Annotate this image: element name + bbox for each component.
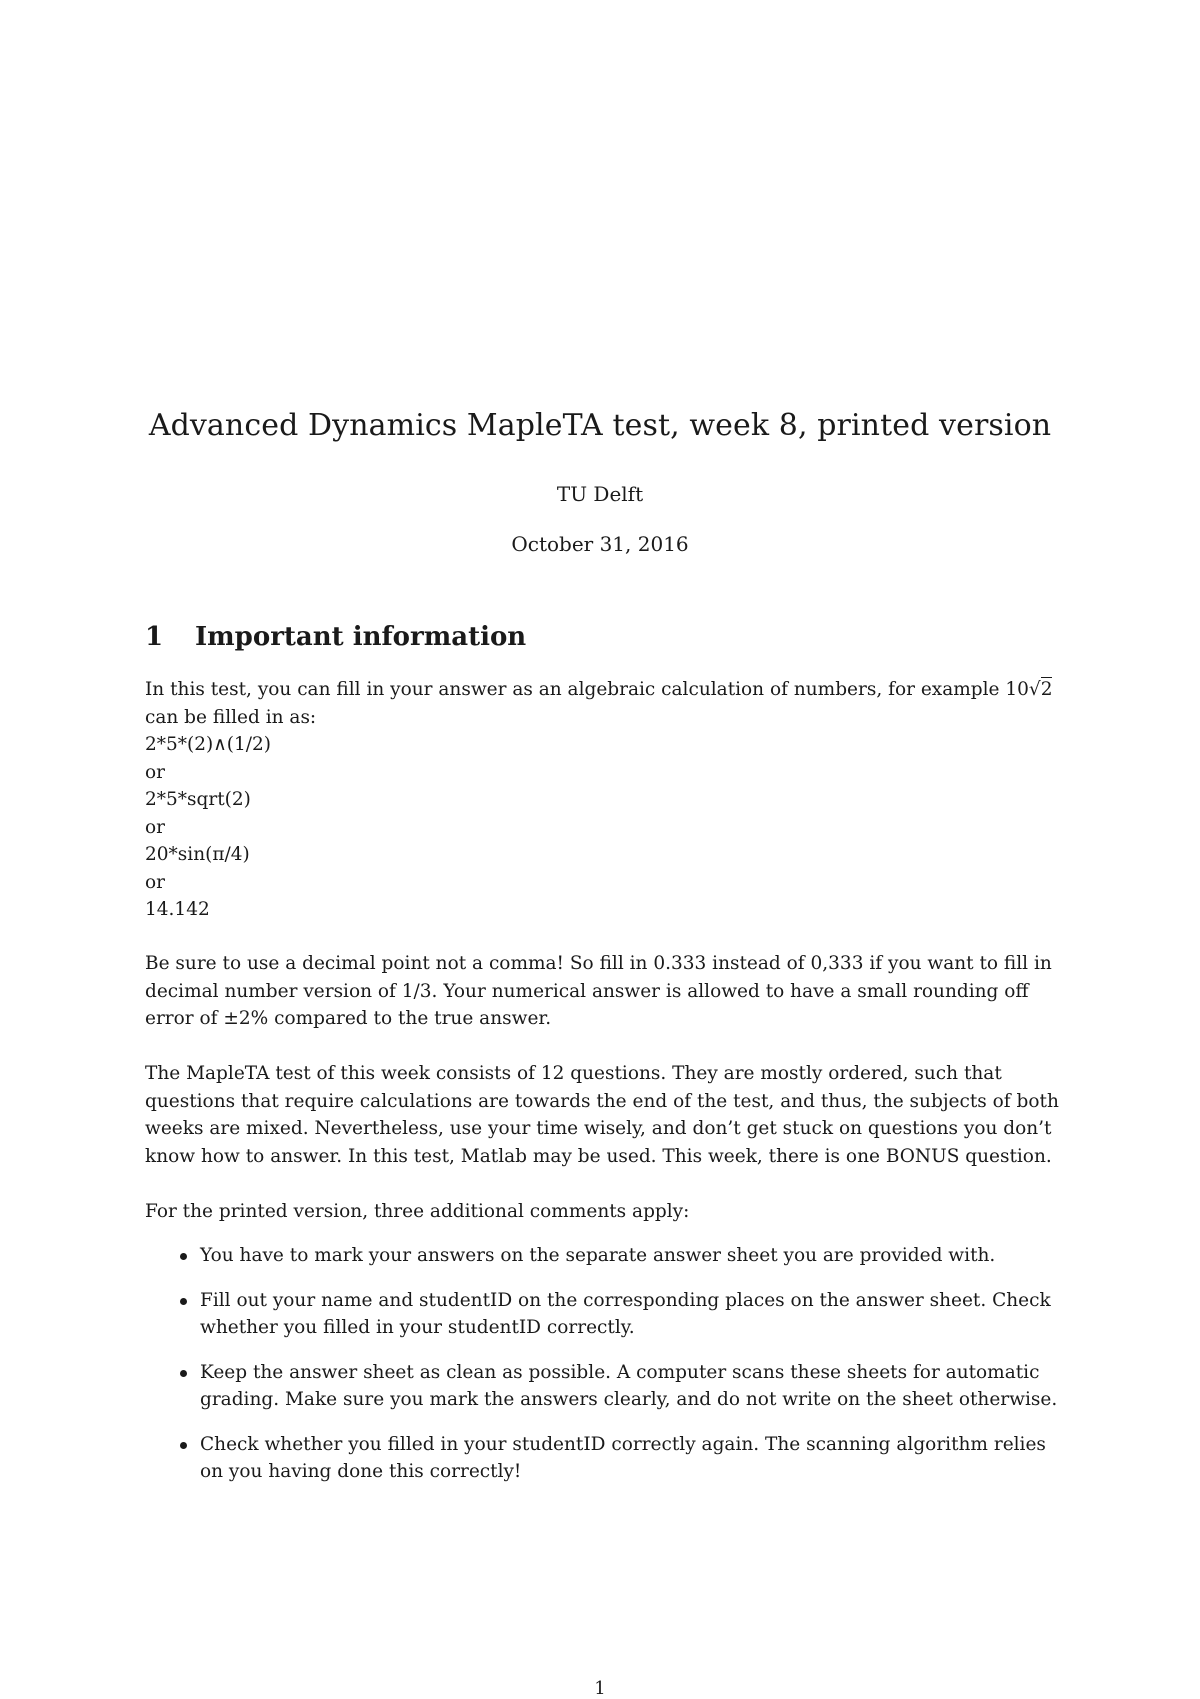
bullet-icon [180, 1442, 187, 1449]
intro-text-after: can be filled in as: [145, 706, 317, 728]
list-item [176, 1359, 1066, 1413]
intro-paragraph [145, 676, 1065, 731]
bullet-icon [180, 1298, 187, 1305]
example-line: or [145, 871, 165, 893]
section-heading [145, 622, 526, 652]
test-info-paragraph: The MapleTA test of this week consists of 12 questions. They are mostly ordered, such that questions that require calculations are towards the end of the test, and thus, the subjects of both weeks are mixed. Nevertheless, use your time wisely, and don’t get stuck on questions you don’t know how to answer. In this test, Matlab may be used. This week, there is one BONUS question. [145, 1063, 1059, 1167]
sqrt-argument: 2 [1040, 679, 1053, 700]
intro-block [145, 676, 1065, 924]
example-line: 2*5*sqrt(2) [145, 789, 251, 810]
example-line: 2*5*(2)∧(1/2) [145, 734, 271, 755]
sqrt-symbol: √ [1028, 679, 1041, 700]
decimal-rule-paragraph: Be sure to use a decimal point not a comma! So fill in 0.333 instead of 0,333 if you want to fill in decimal number version of 1/3. Your numerical answer is allowed to have a small rounding off error of ±2% compared to the true answer. [145, 953, 1052, 1029]
bullet-icon [180, 1253, 187, 1260]
example-expression [1005, 677, 1052, 700]
document-title: Advanced Dynamics MapleTA test, week 8, printed version [148, 408, 1052, 443]
example-line: 14.142 [145, 899, 210, 920]
list-item [176, 1242, 1066, 1269]
list-item [176, 1287, 1066, 1341]
example-coefficient: 10 [1005, 679, 1029, 700]
document-author: TU Delft [556, 482, 644, 506]
intro-text-before: In this test, you can fill in your answer as an algebraic calculation of numbers, for example [145, 679, 1006, 700]
list-item-text: Check whether you filled in your studentID correctly again. The scanning algorithm relies on you having done this correctly! [200, 1434, 1046, 1482]
section-title: Important information [195, 622, 527, 652]
list-item-text: Fill out your name and studentID on the corresponding places on the answer sheet. Check whether you filled in your studentID correctly. [200, 1290, 1051, 1338]
list-item [176, 1431, 1066, 1485]
example-line: or [145, 816, 165, 838]
list-item-text: You have to mark your answers on the separate answer sheet you are provided with. [200, 1245, 996, 1266]
document-date: October 31, 2016 [511, 532, 689, 556]
section-number: 1 [145, 622, 164, 652]
list-item-text: Keep the answer sheet as clean as possible. A computer scans these sheets for automatic grading. Make sure you mark the answers clearly, and do not write on the sheet otherwise. [200, 1362, 1058, 1410]
example-line: 20*sin(π/4) [145, 844, 250, 865]
page-number: 1 [594, 1678, 606, 1699]
example-line: or [145, 761, 165, 783]
instructions-list [176, 1242, 1066, 1503]
bullet-icon [180, 1370, 187, 1377]
printed-version-intro: For the printed version, three additional comments apply: [145, 1201, 690, 1222]
